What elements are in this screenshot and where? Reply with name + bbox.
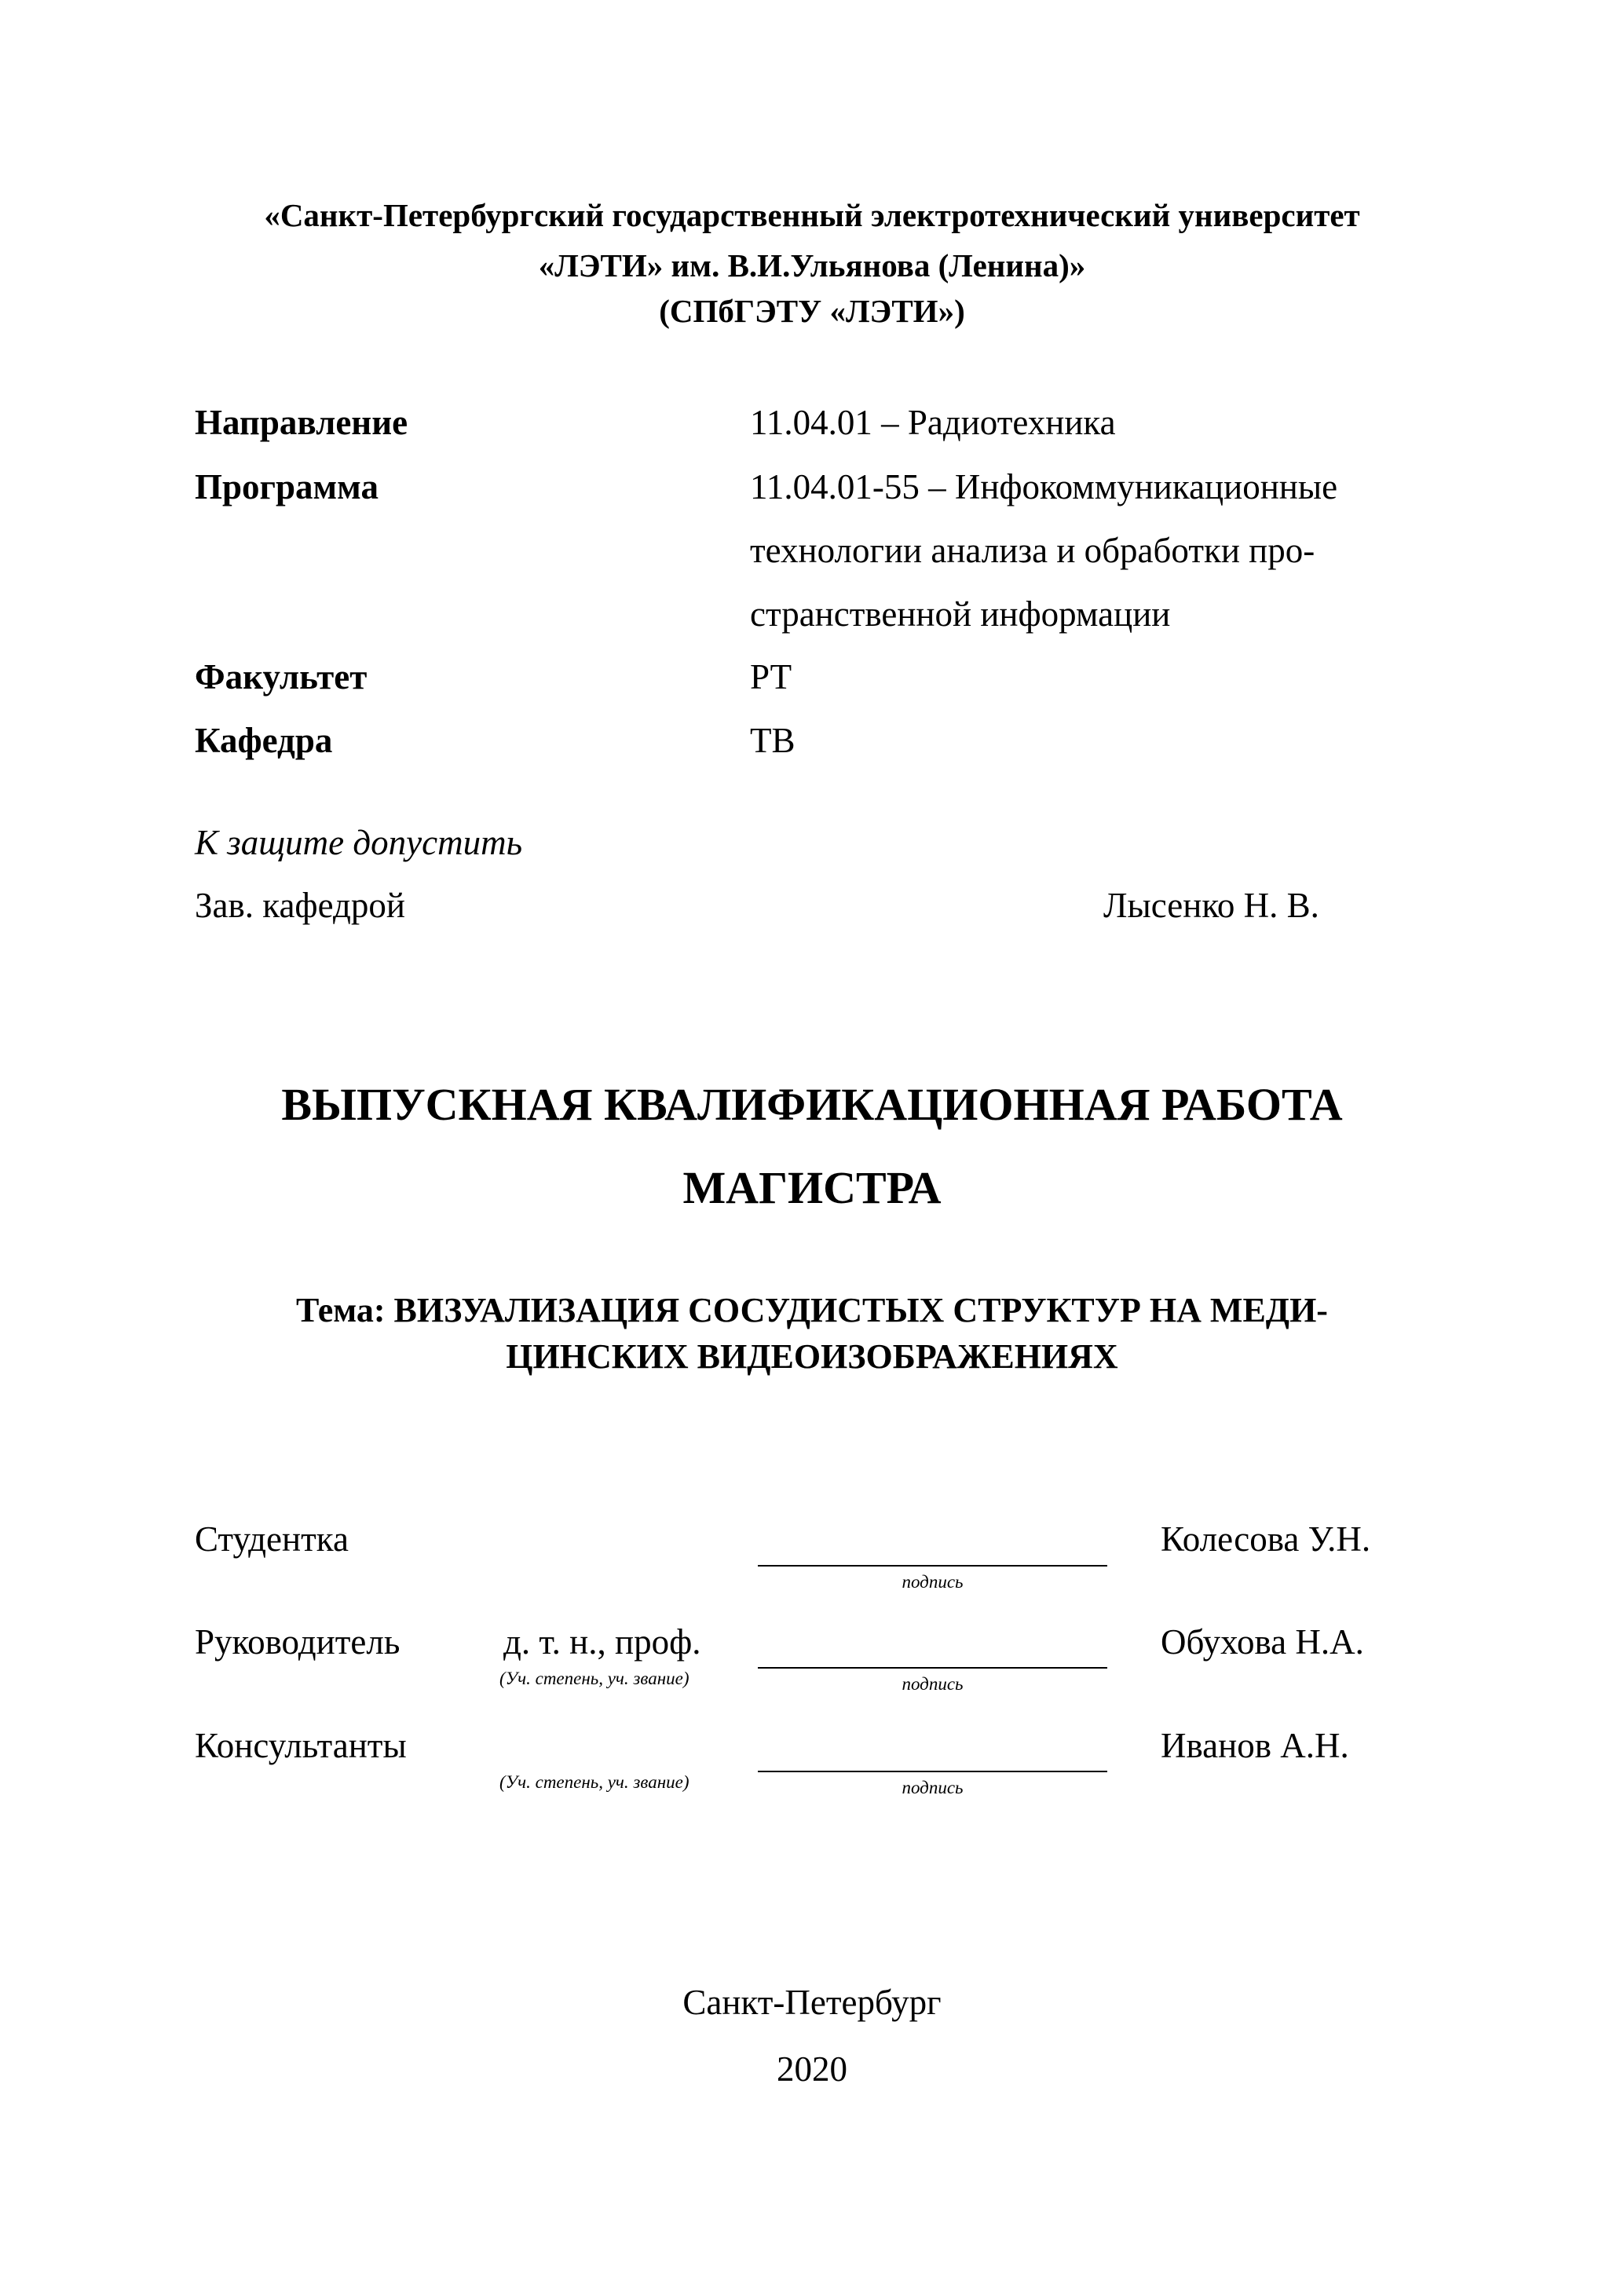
faculty-label: Факультет <box>195 657 368 696</box>
consultant-role: Консультанты <box>195 1726 407 1765</box>
student-name: Колесова У.Н. <box>1161 1519 1371 1559</box>
student-role: Студентка <box>195 1519 349 1559</box>
consultant-degree-caption: (Уч. степень, уч. звание) <box>499 1772 689 1792</box>
program-value-line3: странственной информации <box>750 594 1171 634</box>
consultant-signature-line <box>758 1771 1107 1772</box>
department-head-label: Зав. кафедрой <box>195 886 405 925</box>
admission-title: К защите допустить <box>195 823 523 862</box>
supervisor-signature-line <box>758 1667 1107 1669</box>
supervisor-role: Руководитель <box>195 1622 401 1662</box>
year: 2020 <box>777 2049 847 2089</box>
consultant-signature-caption: подпись <box>902 1778 964 1797</box>
supervisor-degree-caption: (Уч. степень, уч. звание) <box>499 1669 689 1688</box>
department-head-name: Лысенко Н. В. <box>1103 886 1319 925</box>
city: Санкт-Петербург <box>682 1983 942 2022</box>
direction-value: 11.04.01 – Радиотехника <box>750 403 1116 442</box>
department-value: ТВ <box>750 721 796 760</box>
supervisor-name: Обухова Н.А. <box>1161 1622 1364 1662</box>
work-title-line1: ВЫПУСКНАЯ КВАЛИФИКАЦИОННАЯ РАБОТА <box>281 1079 1343 1130</box>
direction-label: Направление <box>195 403 408 442</box>
supervisor-signature-caption: подпись <box>902 1674 964 1694</box>
student-signature-caption: подпись <box>902 1572 964 1592</box>
university-name-line2: «ЛЭТИ» им. В.И.Ульянова (Ленина)» <box>538 247 1086 283</box>
university-name-line1: «Санкт-Петербургский государственный электротехнический университет <box>264 197 1360 233</box>
consultant-name: Иванов А.Н. <box>1161 1726 1349 1765</box>
topic-line2: ЦИНСКИХ ВИДЕОИЗОБРАЖЕНИЯХ <box>506 1337 1118 1376</box>
program-label: Программа <box>195 467 379 506</box>
faculty-value: РТ <box>750 657 792 696</box>
university-abbreviation: (СПбГЭТУ «ЛЭТИ») <box>659 293 965 329</box>
supervisor-degree: д. т. н., проф. <box>503 1622 701 1662</box>
program-value-line2: технологии анализа и обработки про- <box>750 531 1315 570</box>
work-title-line2: МАГИСТРА <box>682 1162 942 1213</box>
student-signature-line <box>758 1565 1107 1567</box>
topic-line1: Тема: ВИЗУАЛИЗАЦИЯ СОСУДИСТЫХ СТРУКТУР НА МЕДИ- <box>296 1291 1328 1329</box>
program-value-line1: 11.04.01-55 – Инфокоммуникационные <box>750 467 1338 506</box>
department-label: Кафедра <box>195 721 333 760</box>
